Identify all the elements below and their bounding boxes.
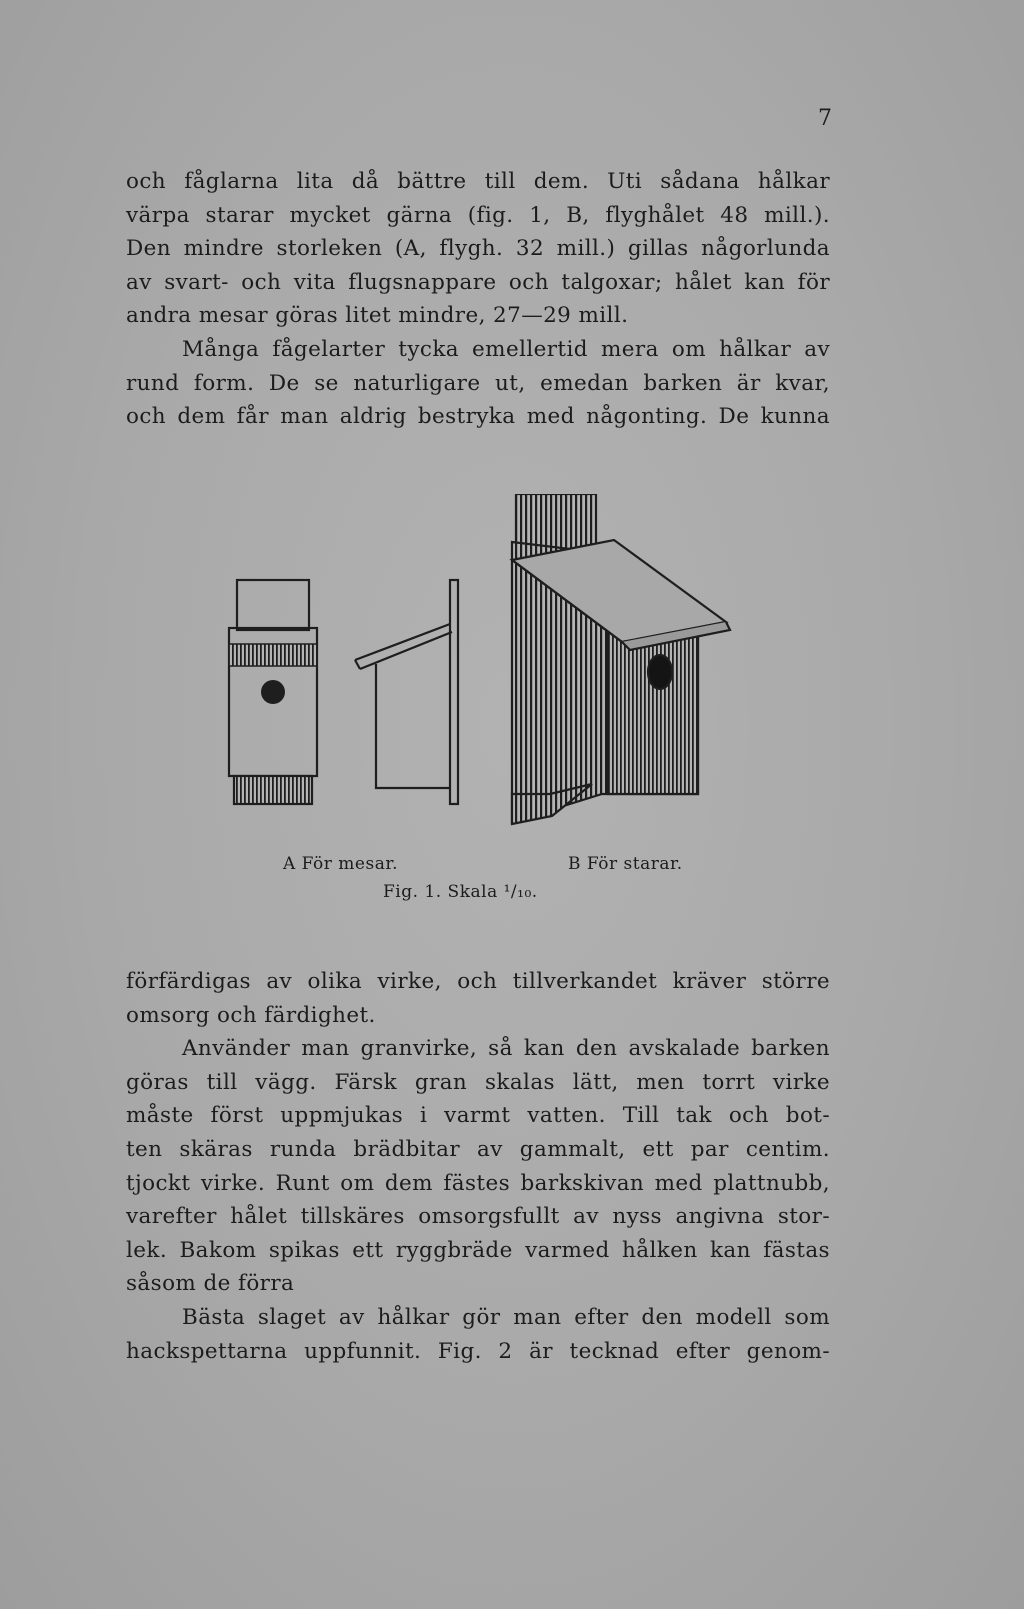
paragraph xyxy=(126,1301,830,1368)
text-line: omsorg och färdighet. xyxy=(126,1002,376,1028)
text-line: lek. Bakom spikas ett ryggbräde varmed hålken kan fästas xyxy=(126,1237,830,1263)
text-line: värpa starar mycket gärna (fig. 1, B, flyghålet 48 mill.). xyxy=(126,202,830,228)
paragraph xyxy=(126,165,830,333)
text-line: ten skäras runda brädbitar av gammalt, ett par centim. xyxy=(126,1136,830,1162)
text-line: Många fågelarter tycka emellertid mera om hålkar av xyxy=(182,336,830,362)
figure-label-b: B För starar. xyxy=(568,854,683,874)
figure-caption: Fig. 1. Skala ¹/₁₀. xyxy=(383,882,538,902)
box-a-front-view xyxy=(229,580,317,804)
nest-box-illustration xyxy=(220,494,740,834)
text-line: andra mesar göras litet mindre, 27—29 mill. xyxy=(126,303,629,329)
paragraph xyxy=(126,333,830,434)
figure-label-a: A För mesar. xyxy=(283,854,399,874)
text-line: Den mindre storleken (A, flygh. 32 mill.) gillas någorlunda xyxy=(126,236,830,262)
text-line: Använder man granvirke, så kan den avskalade barken xyxy=(182,1036,830,1062)
text-line: Bästa slaget av hålkar gör man efter den modell som xyxy=(182,1304,830,1330)
text-block-bottom xyxy=(126,965,830,1368)
text-line: och fåglarna lita då bättre till dem. Uti sådana hålkar xyxy=(126,169,830,194)
box-a-side-view xyxy=(355,580,458,804)
text-line: av svart- och vita flugsnappare och talgoxar; hålet kan för xyxy=(126,269,830,295)
text-line: tjockt virke. Runt om dem fästes barkskivan med plattnubb, xyxy=(126,1170,830,1196)
text-line: förfärdigas av olika virke, och tillverkandet kräver större xyxy=(126,969,830,994)
box-b-perspective-view xyxy=(512,494,730,824)
text-line: rund form. De se naturligare ut, emedan barken är kvar, xyxy=(126,370,830,396)
text-line: göras till vägg. Färsk gran skalas lätt, men torrt virke xyxy=(126,1069,830,1095)
paragraph xyxy=(126,1032,830,1301)
text-block-top xyxy=(126,165,830,434)
page-number: 7 xyxy=(818,106,832,131)
text-line: måste först uppmjukas i varmt vatten. Till tak och bot- xyxy=(126,1103,830,1129)
paragraph xyxy=(126,965,830,1032)
text-line: såsom de förra xyxy=(126,1271,295,1297)
text-line: varefter hålet tillskäres omsorgsfullt av nyss angivna stor- xyxy=(126,1204,830,1230)
text-line: hackspettarna uppfunnit. Fig. 2 är tecknad efter genom- xyxy=(126,1338,830,1364)
text-line: och dem får man aldrig bestryka med någonting. De kunna xyxy=(126,404,830,430)
